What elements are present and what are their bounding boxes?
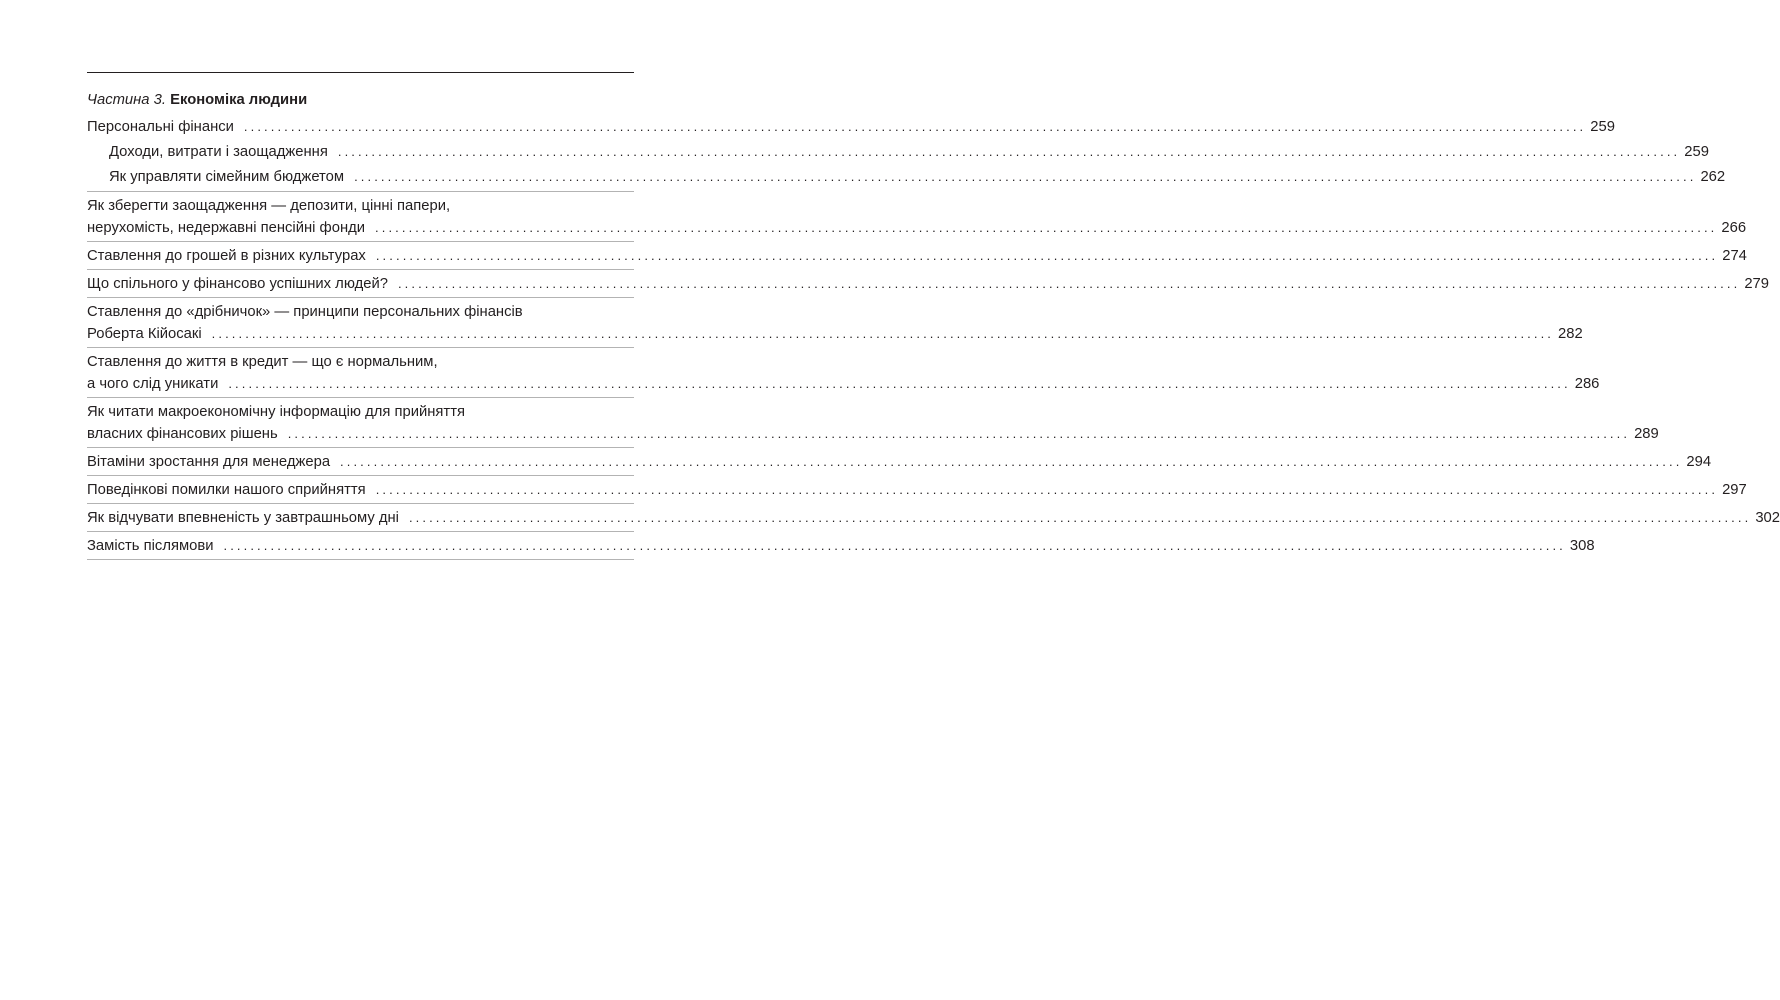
dot-leader: ........................................................................................................................................................................................................	[337, 144, 1681, 159]
dot-leader: ........................................................................................................................................................................................................	[243, 119, 1587, 134]
dot-leader: ........................................................................................................................................................................................................	[340, 454, 1683, 469]
toc-entry-title: Вітаміни зростання для менеджера	[87, 454, 331, 470]
toc-entry[interactable]	[87, 298, 1583, 348]
toc-entry[interactable]	[87, 139, 1709, 164]
toc-entry-title-line: Ставлення до «дрібничок» — принципи персональних фінансів	[87, 304, 523, 320]
toc-page-number: 259	[1684, 144, 1709, 160]
toc-page-number: 289	[1634, 426, 1659, 442]
toc-entry[interactable]	[87, 348, 1600, 398]
dot-leader: ........................................................................................................................................................................................................	[211, 326, 1555, 341]
toc-entry[interactable]	[87, 192, 1747, 242]
toc-page-number: 302	[1755, 510, 1780, 526]
table-of-contents	[87, 113, 1780, 560]
toc-entry[interactable]	[87, 398, 1659, 448]
toc-entry[interactable]	[87, 476, 1747, 504]
toc-entry[interactable]	[87, 113, 1615, 139]
toc-entry-title: а чого слід уникати	[87, 376, 219, 392]
toc-page-number: 282	[1558, 326, 1583, 342]
toc-entry[interactable]	[87, 504, 1780, 532]
dot-leader: ........................................................................................................................................................................................................	[408, 510, 1752, 525]
toc-entry-title: Замість післямови	[87, 538, 214, 554]
toc-page-number: 297	[1722, 482, 1747, 498]
section-title: Економіка людини	[170, 92, 308, 108]
dot-leader: ........................................................................................................................................................................................................	[354, 169, 1697, 184]
toc-entry-title: Доходи, витрати і заощадження	[109, 144, 328, 160]
section-heading	[87, 90, 307, 110]
dot-leader: ........................................................................................................................................................................................................	[375, 482, 1719, 497]
toc-page-number: 259	[1590, 119, 1615, 135]
toc-entry[interactable]	[87, 164, 1726, 192]
toc-entry-title: Поведінкові помилки нашого сприйняття	[87, 482, 366, 498]
toc-entry[interactable]	[87, 532, 1595, 560]
toc-page-number: 266	[1721, 220, 1747, 236]
toc-entry-title-line: Ставлення до життя в кредит — що є нормальним,	[87, 354, 438, 370]
toc-entry-title-line: Як зберегти заощадження — депозити, цінні папери,	[87, 198, 451, 214]
toc-entry-title-line: Як читати макроекономічну інформацію для прийняття	[87, 404, 465, 420]
dot-leader: ........................................................................................................................................................................................................	[375, 248, 1719, 263]
toc-entry[interactable]	[87, 242, 1747, 270]
toc-page-number: 262	[1700, 169, 1726, 185]
toc-entry-title: Як відчувати впевненість у завтрашньому дні	[87, 510, 399, 526]
toc-entry-title: Роберта Кійосакі	[87, 326, 202, 342]
toc-entry-title: Що спільного у фінансово успішних людей?	[87, 276, 388, 292]
toc-page-number: 274	[1722, 248, 1747, 264]
toc-entry[interactable]	[87, 448, 1712, 476]
toc-entry-title: Ставлення до грошей в різних культурах	[87, 248, 366, 264]
toc-entry-title: нерухомість, недержавні пенсійні фонди	[87, 220, 366, 236]
toc-page-number: 286	[1574, 376, 1600, 392]
dot-leader: ........................................................................................................................................................................................................	[228, 376, 1571, 391]
top-rule	[87, 72, 634, 73]
toc-entry-title: Персональні фінанси	[87, 119, 234, 135]
toc-page-number: 279	[1744, 276, 1770, 292]
toc-entry-title: Як управляти сімейним бюджетом	[109, 169, 345, 185]
dot-leader: ........................................................................................................................................................................................................	[223, 538, 1566, 553]
section-part: Частина 3.	[87, 92, 166, 108]
toc-entry-title: власних фінансових рішень	[87, 426, 278, 442]
toc-entry[interactable]	[87, 270, 1770, 298]
dot-leader: ........................................................................................................................................................................................................	[375, 220, 1718, 235]
toc-page-number: 294	[1686, 454, 1712, 470]
dot-leader: ........................................................................................................................................................................................................	[287, 426, 1631, 441]
dot-leader: ........................................................................................................................................................................................................	[397, 276, 1741, 291]
toc-page-number: 308	[1569, 538, 1595, 554]
